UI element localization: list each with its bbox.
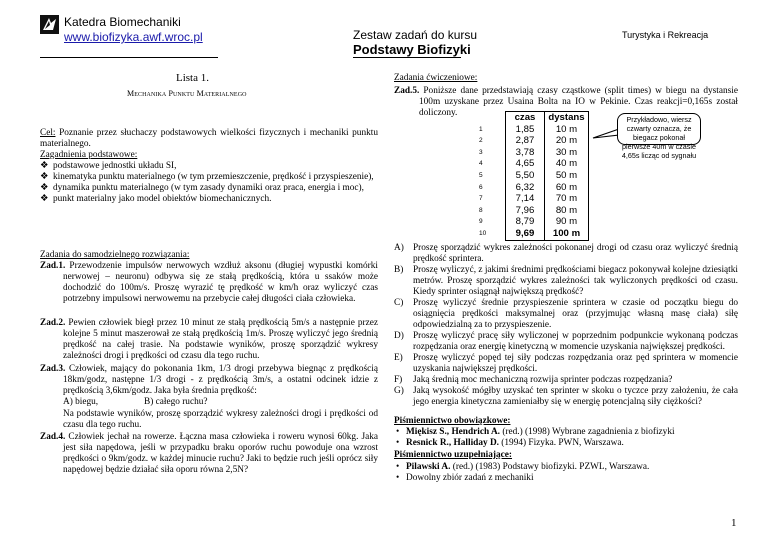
table-header-row: [470, 112, 589, 124]
question-item: G) Jaką wysokość mógłby uzyskać ten sprinter w skoku o tyczce przy założeniu, że cała jego energia kinetyczna zamieniałby się w energię potencjalną siły ciężkości?: [394, 386, 738, 407]
list-item: ❖ dynamika punktu materialnego (w tym zasady dynamiki oraz praca, energia i moc),: [40, 183, 364, 193]
column-header-time: czas: [506, 112, 545, 124]
table-row: 2 2,87 20 m: [470, 135, 589, 147]
bullet-icon: •: [396, 473, 400, 483]
split-times-table: [470, 111, 589, 241]
goal-text: Poznanie przez słuchaczy podstawowych wielkości fizycznych i mechaniki punktu materialnego.: [40, 128, 378, 149]
task-label: Zad.3.: [40, 364, 66, 374]
table-row: 7 7,14 70 m: [470, 193, 589, 205]
list-item: ❖ kinematyka punktu materialnego (w tym przemieszczenie, prędkość i przyspieszenie),: [40, 172, 374, 182]
exercises-title: Zadania ćwiczeniowe:: [394, 73, 478, 83]
task-3-options: [63, 397, 378, 409]
list-item: • Resnick R., Halliday D. (1994) Fizyka. PWN, Warszawa.: [396, 438, 624, 448]
diamond-bullet-icon: ❖: [40, 161, 49, 171]
question-item: F) Jaką średnią moc mechaniczną rozwija sprinter podczas rozpędzania?: [394, 375, 673, 385]
supplementary-literature-list: [394, 462, 738, 484]
callout-pointer: [592, 126, 620, 146]
goal-paragraph: [40, 128, 378, 150]
list-title: Lista 1.: [176, 72, 209, 84]
task-label: Zad.5.: [394, 86, 420, 96]
list-item: • Dowolny zbiór zadań z mechaniki: [396, 473, 534, 483]
table-row: 9 8,79 90 m: [470, 216, 589, 228]
self-study-title: Zadania do samodzielnego rozwiązania:: [40, 250, 190, 260]
header-divider-left: [40, 57, 218, 58]
university-logo: [40, 15, 59, 34]
task-3: Zad.3. Człowiek, mający do pokonania 1km, 1/3 drogi przebywa biegnąc z prędkością 18km/godz, następne 1/3 drogi - z prędkością 3m/s, a ostatni odcinek idzie z prędkością 3,6km/godz. Jaka była średnia prędkość: A) biegu, B) całego ruchu? Na podstawie wyników, proszę sporządzić wykresy zależności drogi i prędkości od czasu dla tego ruchu.: [40, 364, 378, 430]
diamond-bullet-icon: ❖: [40, 183, 49, 193]
department-name: Katedra Biomechaniki: [64, 15, 181, 29]
question-item: C) Proszę wyliczyć średnie przyspieszenie sprintera w czasie od początku biegu do osiągnięcia prędkości maksymalnej oraz (przyjmując własną masę ciała) siłę odpowiedzialną za to przyspieszenie.: [394, 298, 738, 330]
task-label: Zad.1.: [40, 261, 66, 271]
list-item: • Pilawski A. (red.) (1983) Podstawy biofizyki. PZWL, Warszawa.: [396, 462, 650, 472]
table-row: 4 4,65 40 m: [470, 158, 589, 170]
department-website-link[interactable]: www.biofizyka.awf.wroc.pl: [64, 30, 203, 44]
task-5-questions: [394, 243, 738, 408]
column-header-distance: dystans: [545, 112, 589, 124]
table-row: 1 1,85 10 m: [470, 124, 589, 136]
table-row: 3 3,78 30 m: [470, 147, 589, 159]
header-divider-right: [353, 57, 461, 58]
task-1: Zad.1. Przewodzenie impulsów nerwowych wzdłuż aksonu (długiej wypustki komórki nerwowej – neuronu) odbywa się ze stałą prędkością, która u ssaków może dochodzić do 100m/s. Proszę wyrazić tę prędkość w km/h oraz wyliczyć czas potrzebny impulsowi nerwowemu na przebycie całej długości ciała człowieka.: [40, 261, 378, 304]
task-3-option-b: B) całego ruchu?: [144, 397, 208, 407]
list-item: ❖ podstawowe jednostki układu SI,: [40, 161, 177, 171]
task-3-followup: Na podstawie wyników, proszę sporządzić wykresy zależności drogi i prędkości od czasu dla tego ruchu.: [63, 409, 378, 430]
question-item: D) Proszę wyliczyć pracę siły wyliczonej w poprzednim podpunkcie wykonaną podczas rozpędzania oraz energię kinetyczną w momencie uzyskania największej prędkości.: [394, 331, 738, 352]
page-number: 1: [731, 517, 737, 529]
example-callout: Przykładowo, wiersz czwarty oznacza, że biegacz pokonał pierwsze 40m w czasie 4,65s licząc od sygnału: [617, 113, 701, 145]
list-item: • Miękisz S., Hendrich A. (red.) (1998) Wybrane zagadnienia z biofizyki: [396, 427, 675, 437]
diamond-bullet-icon: ❖: [40, 172, 49, 182]
task-2: Zad.2. Pewien człowiek biegł przez 10 minut ze stałą prędkością 5m/s a następnie przez kolejne 5 minut maszerował ze stałą prędkością 1m/s. Proszę wyliczyć jego średnią prędkość na całej trasie. Na podstawie wyników, proszę sporządzić wykresy zależności drogi i prędkości od czasu dla tego ruchu.: [40, 318, 378, 361]
bullet-icon: •: [396, 427, 400, 437]
question-item: A) Proszę sporządzić wykres zależności pokonanej drogi od czasu oraz wyliczyć średnią prędkość sprintera.: [394, 243, 738, 264]
task-label: Zad.4.: [40, 432, 66, 442]
collection-title: Zestaw zadań do kursu: [353, 28, 478, 42]
bullet-icon: •: [396, 462, 400, 472]
task-4: Zad.4. Człowiek jechał na rowerze. Łączna masa człowieka i roweru wynosi 60kg. Jaka jest siła napędowa, jeśli w przypadku braku oporów ruchu powoduje ona wzrost prędkości o 9km/godz. w każdej minucie ruchu? Jaki to będzie ruch jeśli oprócz siły napędowej będzie działać siła oporu równa 2,5N?: [40, 432, 378, 475]
required-literature-list: [394, 427, 738, 449]
goal-label: Cel:: [40, 128, 56, 138]
task-5: Zad.5. Poniższe dane przedstawiają czasy cząstkowe (split times) w biegu na dystansie 100m uzyskane przez Usaina Bolta na IO w Pekinie. Czas reakcji=0,165s został doliczony.: [394, 86, 738, 118]
diamond-bullet-icon: ❖: [40, 194, 49, 204]
topic-title: Mechanika Punktu Materialnego: [127, 89, 247, 98]
bullet-icon: •: [396, 438, 400, 448]
table-row: 6 6,32 60 m: [470, 182, 589, 194]
table-row: 8 7,96 80 m: [470, 205, 589, 217]
list-item: ❖ punkt materialny jako model obiektów biomechanicznych.: [40, 194, 272, 204]
table-row: 5 5,50 50 m: [470, 170, 589, 182]
supplementary-literature-title: Piśmiennictwo uzupełniające:: [394, 450, 513, 460]
course-title: Podstawy Biofizyki: [353, 42, 471, 57]
question-item: E) Proszę wyliczyć popęd tej siły podczas rozpędzania oraz pęd sprintera w momencie uzyskania największej prędkości.: [394, 353, 738, 374]
task-label: Zad.2.: [40, 318, 66, 328]
basics-list: [40, 161, 380, 205]
study-major: Turystyka i Rekreacja: [622, 30, 709, 40]
task-3-option-a: A) biegu,: [63, 397, 99, 407]
logo-emblem-icon: [40, 15, 59, 34]
basics-title: Zagadnienia podstawowe:: [40, 150, 138, 160]
question-item: B) Proszę wyliczyć, z jakimi średnimi prędkościami biegacz pokonywał kolejne dziesiątki metrów. Proszę sporządzić wykres zależności tak wyliczonych prędkości od czasu. Kiedy sprinter osiągnął największą prędkość?: [394, 265, 738, 297]
table-row: 10 9,69 100 m: [470, 228, 589, 240]
required-literature-title: Piśmiennictwo obowiązkowe:: [394, 416, 511, 426]
